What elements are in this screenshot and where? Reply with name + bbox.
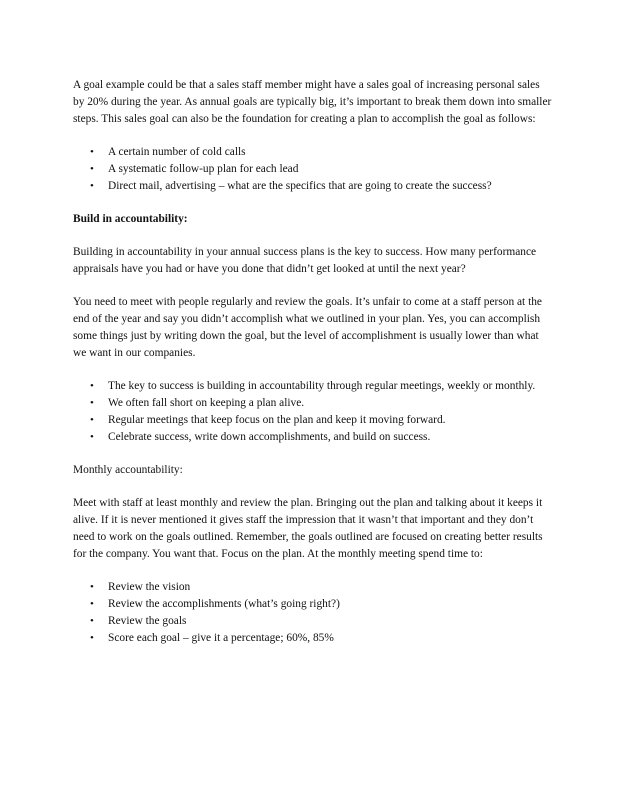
list-item-text: Celebrate success, write down accomplishments, and build on success. — [108, 431, 431, 443]
paragraph-goal-example: A goal example could be that a sales staff member might have a sales goal of increasing personal sales by 20% during the year. As annual goals are typically big, it’s important to break them down into smaller steps. This sales goal can also be the foundation for creating a plan to accomplish the goal as follows: — [73, 79, 552, 125]
section-label-monthly-accountability: Monthly accountability: — [73, 464, 183, 476]
list-item — [73, 630, 553, 647]
list-item-text: The key to success is building in accountability through regular meetings, weekly or monthly. — [108, 380, 536, 392]
list-item — [73, 429, 553, 446]
bullet-icon: • — [90, 180, 94, 192]
list-item — [73, 378, 553, 395]
list-item-text: A certain number of cold calls — [108, 146, 246, 158]
bullet-icon: • — [90, 380, 94, 392]
list-item — [73, 579, 553, 596]
bullet-icon: • — [90, 146, 94, 158]
paragraph-building-accountability: Building in accountability in your annual success plans is the key to success. How many performance appraisals have you had or have you done that didn’t get looked at until the next year? — [73, 246, 537, 275]
list-item-text: A systematic follow-up plan for each lead — [108, 163, 299, 175]
bullet-icon: • — [90, 414, 94, 426]
list-item — [73, 395, 553, 412]
list-item-text: Score each goal – give it a percentage; 60%, 85% — [108, 632, 334, 644]
section-heading-accountability: Build in accountability: — [73, 213, 188, 225]
list-item — [73, 596, 553, 613]
bullet-list-goal-steps — [73, 144, 553, 195]
bullet-icon: • — [90, 632, 94, 644]
list-item-text: Review the accomplishments (what’s going right?) — [108, 598, 340, 610]
list-item-text: Direct mail, advertising – what are the specifics that are going to create the success? — [108, 180, 492, 192]
paragraph-meet-monthly: Meet with staff at least monthly and review the plan. Bringing out the plan and talking about it keeps it alive. If it is never mentioned it gives staff the impression that it wasn’t that important and they don’t need to work on the goals outlined. Remember, the goals outlined are focused on creating better results for the company. You want that. Focus on the plan. At the monthly meeting spend time to: — [73, 497, 543, 560]
list-item — [73, 144, 553, 161]
list-item-text: We often fall short on keeping a plan alive. — [108, 397, 305, 409]
list-item — [73, 178, 553, 195]
bullet-icon: • — [90, 397, 94, 409]
list-item — [73, 412, 553, 429]
bullet-icon: • — [90, 431, 94, 443]
bullet-icon: • — [90, 581, 94, 593]
paragraph-meet-regularly: You need to meet with people regularly and review the goals. It’s unfair to come at a staff person at the end of the year and say you didn’t accomplish what we outlined in your plan. Yes, you can accomplish some things just by writing down the goal, but the level of accomplishment is usually lower than what we want in our companies. — [73, 296, 542, 359]
bullet-icon: • — [90, 615, 94, 627]
list-item-text: Regular meetings that keep focus on the plan and keep it moving forward. — [108, 414, 446, 426]
bullet-list-monthly-meeting — [73, 579, 553, 647]
list-item — [73, 613, 553, 630]
list-item-text: Review the vision — [108, 581, 191, 593]
bullet-list-accountability — [73, 378, 553, 446]
list-item — [73, 161, 553, 178]
bullet-icon: • — [90, 598, 94, 610]
list-item-text: Review the goals — [108, 615, 187, 627]
bullet-icon: • — [90, 163, 94, 175]
document-content — [73, 77, 553, 663]
